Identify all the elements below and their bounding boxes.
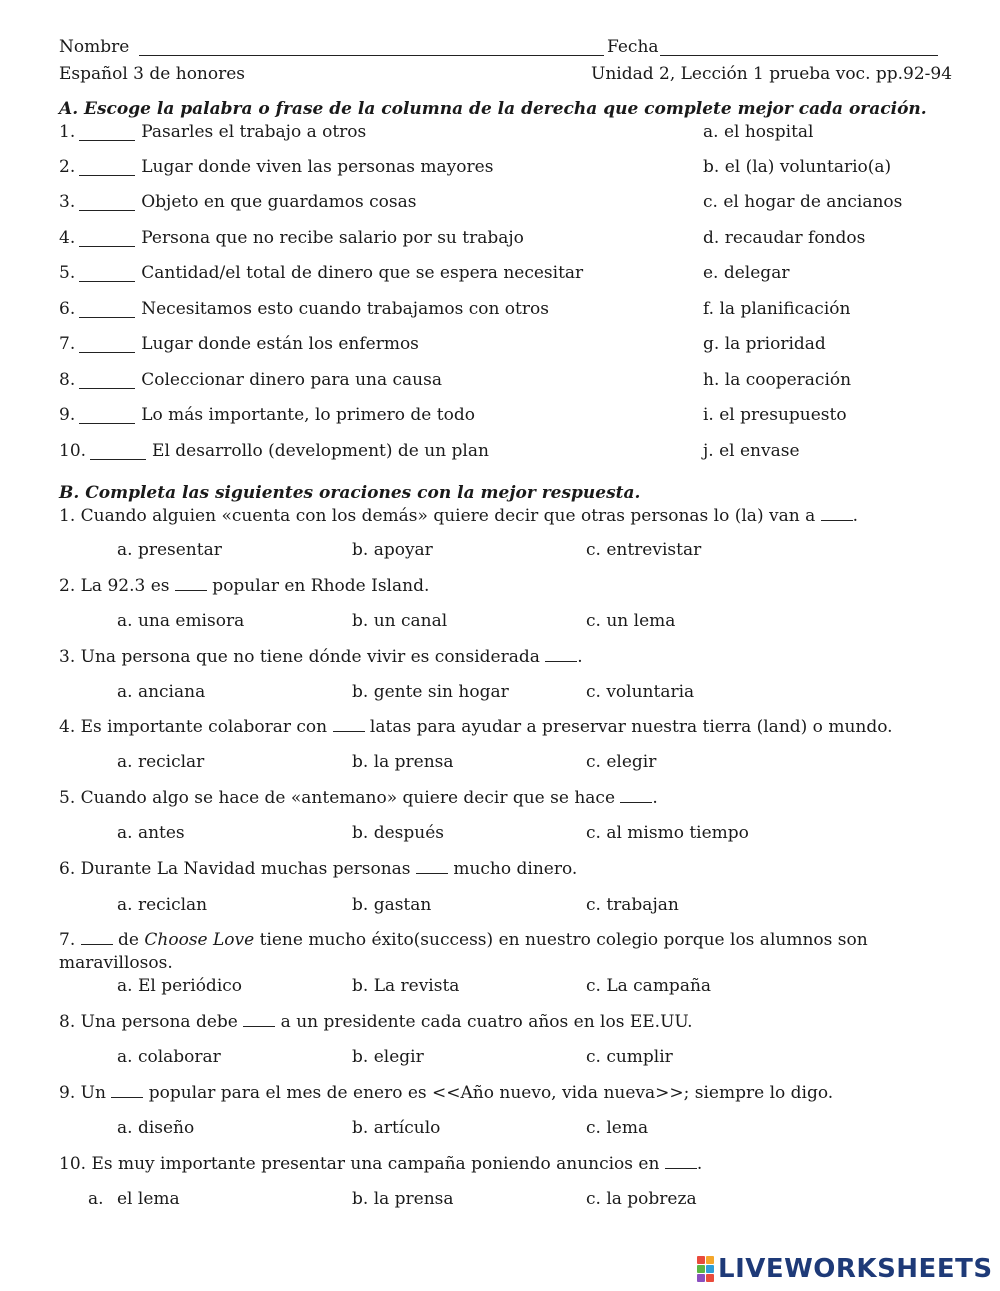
match-item-text: Objeto en que guardamos cosas	[141, 192, 417, 212]
option-c[interactable]: c. La campaña	[586, 976, 712, 996]
match-item-number: 10.	[59, 441, 87, 461]
liveworksheets-watermark	[697, 1253, 993, 1285]
option-b[interactable]: b. elegir	[352, 1047, 424, 1067]
match-item-2	[59, 156, 493, 178]
date-line	[607, 36, 942, 58]
match-item-number: 7.	[59, 334, 76, 354]
match-option: g. la prioridad	[703, 334, 826, 354]
match-option: j. el envase	[703, 441, 800, 461]
unit-title: Unidad 2, Lección 1 prueba voc. pp.92-94	[591, 64, 953, 84]
name-label: Nombre	[59, 37, 130, 57]
match-answer-input[interactable]	[79, 301, 135, 318]
match-item-8	[59, 369, 442, 391]
logo-tile	[706, 1265, 714, 1273]
option-a[interactable]: a. colaborar	[117, 1047, 221, 1067]
question-text: popular para el mes de enero es <<Año nuevo, vida nueva>>; siempre lo digo.	[143, 1083, 834, 1103]
option-a[interactable]: a. antes	[117, 823, 185, 843]
question-text: 6. Durante La Navidad muchas personas	[59, 859, 416, 879]
answer-blank	[111, 1083, 143, 1098]
question-text: .	[852, 506, 859, 526]
match-item-number: 2.	[59, 157, 76, 177]
option-c[interactable]: c. trabajan	[586, 895, 679, 915]
option-a[interactable]: a. una emisora	[117, 611, 245, 631]
match-option: a. el hospital	[703, 122, 814, 142]
question-text: de	[112, 930, 145, 950]
option-b[interactable]: b. gastan	[352, 895, 432, 915]
question-2	[59, 575, 429, 597]
match-item-10	[59, 440, 489, 462]
match-item-text: Lugar donde viven las personas mayores	[141, 157, 494, 177]
question-5	[59, 787, 658, 809]
match-item-number: 5.	[59, 263, 76, 283]
match-item-number: 9.	[59, 405, 76, 425]
date-label: Fecha	[607, 37, 659, 57]
date-input[interactable]	[660, 39, 938, 56]
option-a-letter: a.	[88, 1189, 104, 1209]
option-a[interactable]: a. reciclan	[117, 895, 208, 915]
question-6	[59, 858, 577, 880]
option-b[interactable]: b. un canal	[352, 611, 448, 631]
match-item-text: Coleccionar dinero para una causa	[141, 370, 442, 390]
option-c[interactable]: c. la pobreza	[586, 1189, 697, 1209]
option-c[interactable]: c. un lema	[586, 611, 676, 631]
name-input[interactable]	[139, 39, 604, 56]
match-item-text: Persona que no recibe salario por su trabajo	[141, 228, 524, 248]
option-b[interactable]: b. gente sin hogar	[352, 682, 509, 702]
option-b[interactable]: b. La revista	[352, 976, 460, 996]
question-7	[59, 929, 868, 951]
answer-blank	[175, 576, 207, 591]
option-a[interactable]: a. El periódico	[117, 976, 243, 996]
match-item-1	[59, 121, 366, 143]
option-b[interactable]: b. apoyar	[352, 540, 433, 560]
option-a[interactable]: el lema	[117, 1189, 180, 1209]
question-text: latas para ayudar a preservar nuestra tierra (land) o mundo.	[364, 717, 893, 737]
question-9	[59, 1082, 833, 1104]
logo-tile	[697, 1274, 705, 1282]
option-b[interactable]: b. la prensa	[352, 752, 454, 772]
section-a-instructions: A. Escoge la palabra o frase de la columna de la derecha que complete mejor cada oración.	[59, 99, 927, 119]
question-text: 5. Cuando algo se hace de «antemano» quiere decir que se hace	[59, 788, 621, 808]
question-text: 1. Cuando alguien «cuenta con los demás» quiere decir que otras personas lo (la) van a	[59, 506, 821, 526]
option-a[interactable]: a. presentar	[117, 540, 222, 560]
option-a[interactable]: a. anciana	[117, 682, 206, 702]
question-text: 4. Es importante colaborar con	[59, 717, 333, 737]
match-option: h. la cooperación	[703, 370, 852, 390]
question-text: 2. La 92.3 es	[59, 576, 175, 596]
match-item-number: 4.	[59, 228, 76, 248]
match-item-number: 3.	[59, 192, 76, 212]
option-b[interactable]: b. artículo	[352, 1118, 441, 1138]
option-c[interactable]: c. al mismo tiempo	[586, 823, 749, 843]
question-text: .	[652, 788, 658, 808]
answer-blank	[665, 1154, 697, 1169]
match-answer-input[interactable]	[79, 230, 135, 247]
match-answer-input[interactable]	[90, 443, 146, 460]
match-item-text: Lo más importante, lo primero de todo	[141, 405, 475, 425]
question-10	[59, 1153, 702, 1175]
match-item-text: Pasarles el trabajo a otros	[141, 122, 367, 142]
option-c[interactable]: c. cumplir	[586, 1047, 673, 1067]
question-text: popular en Rhode Island.	[206, 576, 430, 596]
match-item-number: 8.	[59, 370, 76, 390]
match-item-text: El desarrollo (development) de un plan	[152, 441, 489, 461]
question-text: 9. Un	[59, 1083, 112, 1103]
liveworksheets-logo-icon	[697, 1256, 714, 1282]
match-item-3	[59, 191, 417, 213]
answer-blank	[243, 1012, 275, 1027]
answer-blank	[81, 930, 113, 945]
match-item-6	[59, 298, 549, 320]
question-3	[59, 646, 583, 668]
answer-blank	[416, 859, 448, 874]
course-title: Español 3 de honores	[59, 64, 246, 84]
match-item-number: 6.	[59, 299, 76, 319]
question-4	[59, 716, 893, 738]
match-option: c. el hogar de ancianos	[703, 192, 903, 212]
question-text: .	[577, 647, 583, 667]
question-text: 8. Una persona debe	[59, 1012, 244, 1032]
match-option: f. la planificación	[703, 299, 851, 319]
logo-tile	[697, 1265, 705, 1273]
match-item-number: 1.	[59, 122, 76, 142]
match-item-7	[59, 333, 419, 355]
match-answer-input[interactable]	[79, 372, 135, 389]
name-line	[59, 36, 608, 58]
match-answer-input[interactable]	[79, 124, 135, 141]
answer-blank	[333, 717, 365, 732]
question-italic-text: Choose Love	[144, 930, 255, 950]
option-a[interactable]: a. diseño	[117, 1118, 195, 1138]
option-c[interactable]: c. voluntaria	[586, 682, 695, 702]
match-item-text: Necesitamos esto cuando trabajamos con otros	[141, 299, 549, 319]
option-b[interactable]: b. la prensa	[352, 1189, 454, 1209]
match-option: d. recaudar fondos	[703, 228, 866, 248]
match-answer-input[interactable]	[79, 407, 135, 424]
question-8	[59, 1011, 693, 1033]
match-answer-input[interactable]	[79, 336, 135, 353]
option-c[interactable]: c. entrevistar	[586, 540, 702, 560]
question-1	[59, 505, 858, 527]
match-item-5	[59, 262, 583, 284]
match-answer-input[interactable]	[79, 194, 135, 211]
match-option: b. el (la) voluntario(a)	[703, 157, 892, 177]
option-a[interactable]: a. reciclar	[117, 752, 205, 772]
match-item-4	[59, 227, 524, 249]
question-text: 10. Es muy importante presentar una campaña poniendo anuncios en	[59, 1154, 665, 1174]
match-item-9	[59, 404, 475, 426]
question-text: 3. Una persona que no tiene dónde vivir es considerada	[59, 647, 546, 667]
answer-blank	[545, 647, 577, 662]
match-answer-input[interactable]	[79, 159, 135, 176]
option-c[interactable]: c. lema	[586, 1118, 649, 1138]
option-c[interactable]: c. elegir	[586, 752, 657, 772]
match-answer-input[interactable]	[79, 265, 135, 282]
logo-tile	[697, 1256, 705, 1264]
option-b[interactable]: b. después	[352, 823, 444, 843]
match-item-text: Cantidad/el total de dinero que se espera necesitar	[141, 263, 584, 283]
question-text: 7.	[59, 930, 81, 950]
answer-blank	[620, 788, 652, 803]
question-text: a un presidente cada cuatro años en los EE.UU.	[275, 1012, 693, 1032]
match-option: e. delegar	[703, 263, 790, 283]
question-text-continued: maravillosos.	[59, 953, 173, 973]
logo-tile	[706, 1274, 714, 1282]
question-text: mucho dinero.	[447, 859, 578, 879]
section-b-instructions: B. Completa las siguientes oraciones con la mejor respuesta.	[59, 483, 641, 503]
liveworksheets-text: LIVEWORKSHEETS	[718, 1254, 993, 1284]
logo-tile	[706, 1256, 714, 1264]
match-item-text: Lugar donde están los enfermos	[141, 334, 419, 354]
question-text: tiene mucho éxito(success) en nuestro colegio porque los alumnos son	[254, 930, 868, 950]
match-option: i. el presupuesto	[703, 405, 847, 425]
question-text: .	[696, 1154, 703, 1174]
answer-blank	[821, 506, 853, 521]
